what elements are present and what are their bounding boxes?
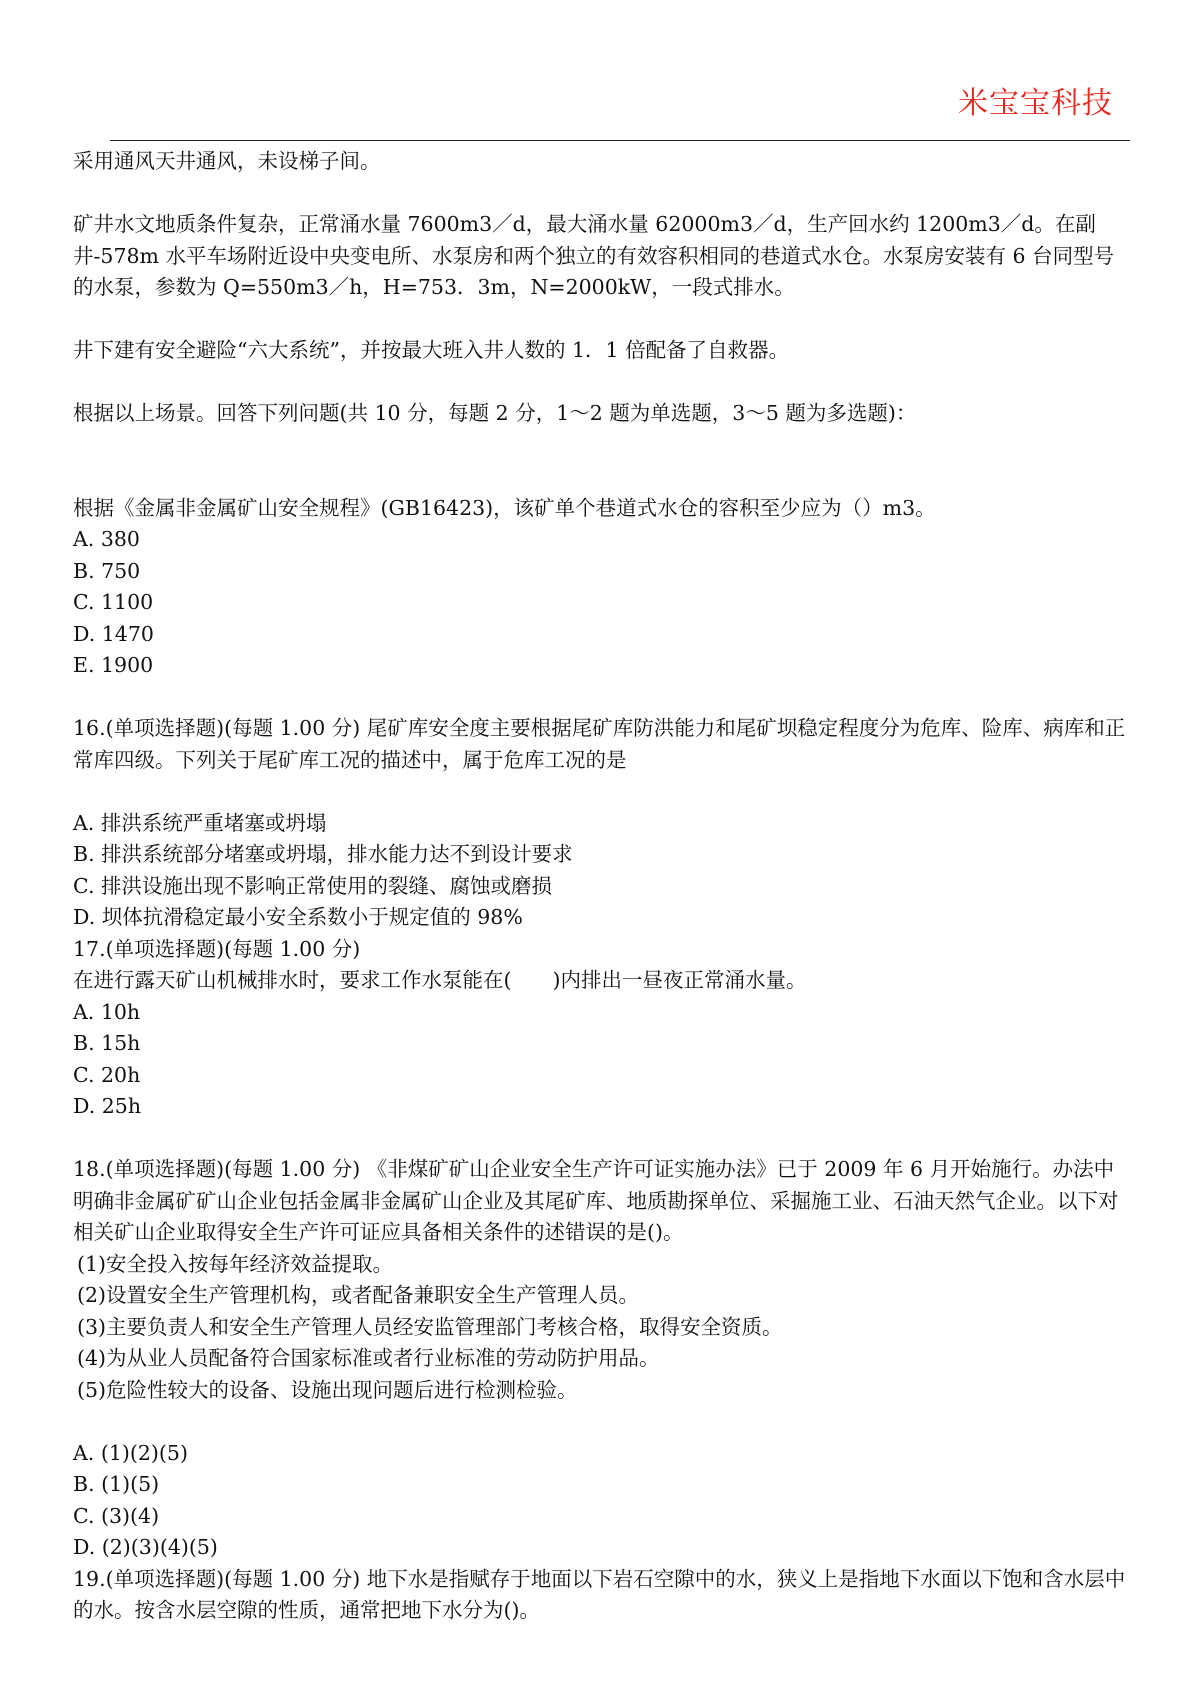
answer-option: C. (3)(4) xyxy=(73,1503,160,1528)
scenario-instructions: 根据以上场景。回答下列问题(共 10 分，每题 2 分，1～2 题为单选题，3～5 题为多选题)： xyxy=(73,401,917,425)
statement-item: (5)危险性较大的设备、设施出现问题后进行检测检验。 xyxy=(77,1377,578,1402)
question-stem: 根据《金属非金属矿山安全规程》(GB16423)，该矿单个巷道式水仓的容积至少应为（）m3。 xyxy=(73,495,936,520)
answer-option: C. 排洪设施出现不影响正常使用的裂缝、腐蚀或磨损 xyxy=(73,873,552,898)
statement-item: (4)为从业人员配备符合国家标准或者行业标准的劳动防护用品。 xyxy=(77,1346,660,1370)
answer-option: B. 750 xyxy=(73,558,141,583)
answer-option: A. (1)(2)(5) xyxy=(73,1440,188,1465)
scenario-paragraph: 井下建有安全避险“六大系统”，并按最大班入井人数的 1．1 倍配备了自救器。 xyxy=(73,338,790,362)
answer-option: E. 1900 xyxy=(73,653,154,677)
statement-item: (3)主要负责人和安全生产管理人员经安监管理部门考核合格，取得安全资质。 xyxy=(77,1314,783,1339)
answer-option: A. 排洪系统严重堵塞或坍塌 xyxy=(73,810,327,835)
answer-option: D. 坝体抗滑稳定最小安全系数小于规定值的 98% xyxy=(73,905,523,929)
answer-option: D. 1470 xyxy=(73,621,154,646)
statement-item: (1)安全投入按每年经济效益提取。 xyxy=(77,1251,394,1276)
answer-option: C. 20h xyxy=(73,1062,141,1087)
question-stem: 19.(单项选择题)(每题 1.00 分) 地下水是指赋存于地面以下岩石空隙中的水，狭义上是指地下水面以下饱和含水层中的水。按含水层空隙的性质，通常把地下水分为()。 xyxy=(73,1566,1126,1622)
answer-option: A. 10h xyxy=(73,999,141,1024)
question-stem: 18.(单项选择题)(每题 1.00 分) 《非煤矿矿山企业安全生产许可证实施办法》已于 2009 年 6 月开始施行。办法中明确非金属矿矿山企业包括金属非金属矿山企业及其尾矿库、地质勘探单位、采掘施工业、石油天然气企业。以下对相关矿山企业取得安全生产许可证应具备相关条件的述错误的是()。 xyxy=(73,1157,1119,1244)
brand-logo-text: 米宝宝科技 xyxy=(958,86,1113,121)
question-stem: 16.(单项选择题)(每题 1.00 分) 尾矿库安全度主要根据尾矿库防洪能力和尾矿坝稳定程度分为危库、险库、病库和正常库四级。下列关于尾矿库工况的描述中，属于危库工况的是 xyxy=(73,716,1126,772)
scenario-paragraph: 采用通风天井通风，未设梯子间。 xyxy=(73,149,381,173)
answer-option: C. 1100 xyxy=(73,590,154,614)
statement-item: (2)设置安全生产管理机构，或者配备兼职安全生产管理人员。 xyxy=(77,1283,640,1307)
answer-option: B. 15h xyxy=(73,1031,141,1055)
question-stem: 在进行露天矿山机械排水时，要求工作水泵能在( )内排出一昼夜正常涌水量。 xyxy=(73,968,807,992)
answer-option: B. 排洪系统部分堵塞或坍塌，排水能力达不到设计要求 xyxy=(73,842,573,866)
answer-option: D. 25h xyxy=(73,1094,142,1118)
answer-option: D. (2)(3)(4)(5) xyxy=(73,1535,218,1559)
question-title: 17.(单项选择题)(每题 1.00 分) xyxy=(73,936,361,961)
header-rule xyxy=(110,140,1130,141)
document-body xyxy=(73,146,1133,1627)
answer-option: A. 380 xyxy=(73,527,140,551)
scenario-paragraph: 矿井水文地质条件复杂，正常涌水量 7600m3／d，最大涌水量 62000m3／d，生产回水约 1200m3／d。在副井-578m 水平车场附近设中央变电所、水泵房和两个独立的有效容积相同的巷道式水仓。水泵房安装有 6 台同型号的水泵，参数为 Q=550m3／h，H=753．3m，N=2000kW，一段式排水。 xyxy=(73,212,1115,299)
answer-option: B. (1)(5) xyxy=(73,1472,160,1496)
